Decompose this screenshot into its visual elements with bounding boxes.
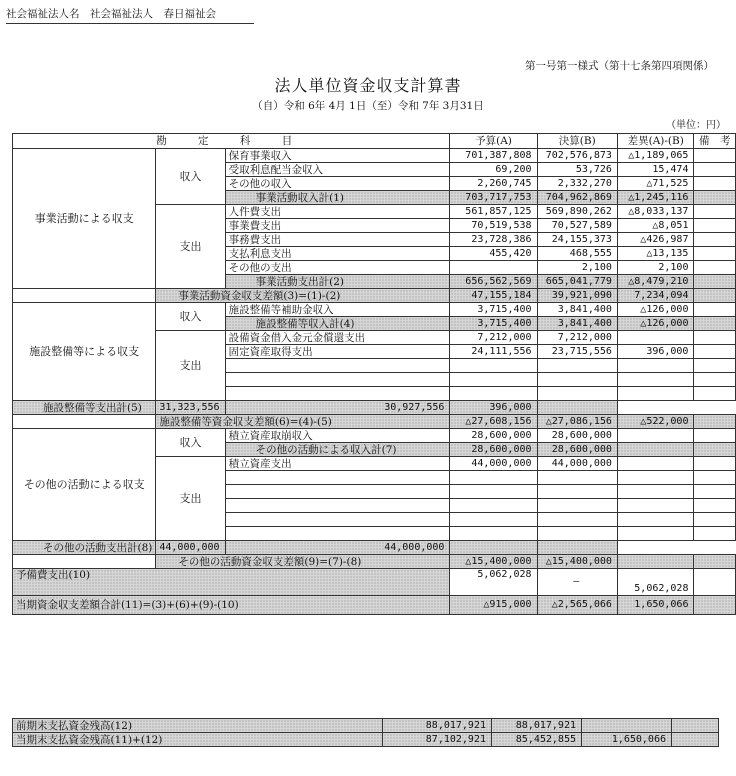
- income-label: 収入: [156, 303, 225, 331]
- diff-cell: △522,000: [617, 415, 694, 429]
- actual-cell: 7,212,000: [537, 331, 617, 345]
- remarks-cell: [694, 233, 736, 247]
- row-label: 当期資金収支差額合計(11)=(3)+(6)+(9)-(10): [13, 596, 450, 615]
- budget-cell: 88,017,921: [383, 719, 492, 733]
- actual-cell: ―: [537, 569, 617, 596]
- diff-cell: 15,474: [617, 163, 694, 177]
- balance-row: [13, 719, 719, 733]
- diff-cell: [617, 429, 694, 443]
- actual-cell: 24,155,373: [537, 233, 617, 247]
- diff-cell: 5,062,028: [617, 569, 694, 596]
- blank-cell: [225, 387, 450, 401]
- row-label: 施設整備等収入計(4): [225, 317, 450, 331]
- row-label: 予備費支出(10): [13, 569, 450, 596]
- remarks-cell: [694, 289, 736, 303]
- section-operating: 事業活動による収支: [13, 149, 156, 289]
- remarks-cell: [694, 345, 736, 359]
- corporation-name: 社会福祉法人名 社会福祉法人 春日福祉会: [6, 6, 254, 24]
- blank-cell: [617, 485, 694, 499]
- blank-cell: [537, 387, 617, 401]
- remarks-cell: [694, 247, 736, 261]
- budget-cell: 44,000,000: [450, 457, 537, 471]
- diff-cell: 396,000: [617, 345, 694, 359]
- table-row: [13, 401, 736, 415]
- diff-cell: △1,245,116: [617, 191, 694, 205]
- blank-cell: [450, 499, 537, 513]
- actual-cell: 2,100: [537, 261, 617, 275]
- balance-label: 前期末支払資金残高(12): [13, 719, 383, 733]
- blank-cell: [537, 499, 617, 513]
- blank-cell: [537, 513, 617, 527]
- blank-cell: [225, 499, 450, 513]
- budget-cell: 3,715,400: [450, 317, 537, 331]
- blank-cell: [450, 359, 537, 373]
- actual-cell: 30,927,556: [225, 401, 450, 415]
- actual-cell: 3,841,400: [537, 317, 617, 331]
- blank-cell: [694, 513, 736, 527]
- blank-cell: [694, 387, 736, 401]
- diff-cell: [617, 555, 694, 569]
- row-label: その他の支出: [225, 261, 450, 275]
- budget-cell: 703,717,753: [450, 191, 537, 205]
- remarks-cell: [694, 275, 736, 289]
- row-label: 事業活動収入計(1): [225, 191, 450, 205]
- blank-cell: [694, 499, 736, 513]
- blank-cell: [694, 485, 736, 499]
- balance-row: [13, 733, 719, 747]
- actual-cell: △2,565,066: [537, 596, 617, 615]
- section-end: [13, 289, 156, 303]
- column-diff: 差異(A)-(B): [617, 134, 694, 149]
- actual-cell: △15,400,000: [537, 555, 617, 569]
- balance-table: [12, 718, 719, 747]
- diff-cell: 396,000: [450, 401, 537, 415]
- blank-cell: [537, 471, 617, 485]
- balance-label: 当期末支払資金残高(11)+(12): [13, 733, 383, 747]
- blank-cell: [694, 373, 736, 387]
- row-label: その他の活動資金収支差額(9)=(7)-(8): [156, 555, 450, 569]
- blank-cell: [617, 387, 694, 401]
- page-title: 法人単位資金収支計算書: [274, 76, 462, 95]
- actual-cell: 665,041,779: [537, 275, 617, 289]
- table-row: [13, 541, 736, 555]
- row-label: 保育事業収入: [225, 149, 450, 163]
- diff-cell: △8,479,210: [617, 275, 694, 289]
- remarks-cell: [694, 177, 736, 191]
- expense-label: 支出: [156, 331, 225, 401]
- blank-cell: [225, 373, 450, 387]
- blank-cell: [450, 485, 537, 499]
- remarks-cell: [694, 317, 736, 331]
- blank-cell: [617, 359, 694, 373]
- column-actual: 決算(B): [537, 134, 617, 149]
- blank-cell: [617, 499, 694, 513]
- remarks-cell: [694, 219, 736, 233]
- budget-cell: 69,200: [450, 163, 537, 177]
- blank-cell: [694, 471, 736, 485]
- row-label: その他の収入: [225, 177, 450, 191]
- table-row: [13, 303, 736, 317]
- diff-cell: △426,987: [617, 233, 694, 247]
- actual-cell: △27,086,156: [537, 415, 617, 429]
- blank-cell: [450, 513, 537, 527]
- blank-cell: [694, 359, 736, 373]
- remarks-cell: [694, 555, 736, 569]
- cash-flow-table: [12, 133, 736, 615]
- diff-cell: [617, 331, 694, 345]
- income-label: 収入: [156, 429, 225, 457]
- actual-cell: 2,332,270: [537, 177, 617, 191]
- row-label: 支払利息支出: [225, 247, 450, 261]
- budget-cell: △27,608,156: [450, 415, 537, 429]
- budget-cell: 701,387,808: [450, 149, 537, 163]
- actual-cell: 28,600,000: [537, 443, 617, 457]
- table-row: [13, 149, 736, 163]
- remarks-cell: [694, 457, 736, 471]
- row-label: 人件費支出: [225, 205, 450, 219]
- diff-cell: △71,525: [617, 177, 694, 191]
- diff-cell: △126,000: [617, 317, 694, 331]
- diff-cell: 7,234,094: [617, 289, 694, 303]
- fiscal-period: （自）令和 6年 4月 1日（至）令和 7年 3月31日: [252, 100, 484, 112]
- budget-cell: 5,062,028: [450, 569, 537, 596]
- budget-cell: 28,600,000: [450, 443, 537, 457]
- budget-cell: 31,323,556: [156, 401, 225, 415]
- actual-cell: 39,921,090: [537, 289, 617, 303]
- diff-cell: [617, 457, 694, 471]
- column-budget: 予算(A): [450, 134, 537, 149]
- diff-cell: [617, 443, 694, 457]
- row-label: 施設整備等支出計(5): [13, 401, 156, 415]
- expense-label: 支出: [156, 205, 225, 289]
- actual-cell: 3,841,400: [537, 303, 617, 317]
- budget-cell: 561,857,125: [450, 205, 537, 219]
- remarks-cell: [694, 569, 736, 596]
- actual-cell: 44,000,000: [225, 541, 450, 555]
- form-number: 第一号第一様式（第十七条第四項関係）: [525, 60, 714, 72]
- budget-cell: 44,000,000: [156, 541, 225, 555]
- blank-cell: [617, 513, 694, 527]
- blank-cell: [450, 373, 537, 387]
- row-label: 事務費支出: [225, 233, 450, 247]
- actual-cell: 569,890,262: [537, 205, 617, 219]
- blank-cell: [225, 471, 450, 485]
- blank-cell: [537, 527, 617, 541]
- unit-label: （単位：円）: [666, 120, 726, 131]
- budget-cell: 70,519,538: [450, 219, 537, 233]
- blank-cell: [537, 485, 617, 499]
- row-label: 事業活動支出計(2): [225, 275, 450, 289]
- actual-cell: 44,000,000: [537, 457, 617, 471]
- remarks-cell: [537, 541, 617, 555]
- remarks-cell: [694, 205, 736, 219]
- blank-cell: [225, 359, 450, 373]
- remarks-cell: [694, 331, 736, 345]
- blank-cell: [617, 527, 694, 541]
- section-end: [13, 555, 156, 569]
- diff-cell: [450, 541, 537, 555]
- remarks-cell: [694, 261, 736, 275]
- table-row: [13, 415, 736, 429]
- diff-cell: △1,189,065: [617, 149, 694, 163]
- budget-cell: 3,715,400: [450, 303, 537, 317]
- row-label: その他の活動支出計(8): [13, 541, 156, 555]
- blank-cell: [617, 373, 694, 387]
- table-row: [13, 429, 736, 443]
- blank-cell: [450, 471, 537, 485]
- remarks-cell: [694, 191, 736, 205]
- diff-cell: △13,135: [617, 247, 694, 261]
- diff-cell: 1,650,066: [617, 596, 694, 615]
- row-label: 受取利息配当金収入: [225, 163, 450, 177]
- expense-label: 支出: [156, 457, 225, 541]
- diff-cell: △8,051: [617, 219, 694, 233]
- remarks-cell: [694, 303, 736, 317]
- blank-cell: [225, 513, 450, 527]
- row-label: 積立資産取崩収入: [225, 429, 450, 443]
- actual-cell: 70,527,589: [537, 219, 617, 233]
- budget-cell: △15,400,000: [450, 555, 537, 569]
- remarks-cell: [694, 443, 736, 457]
- table-row: [13, 555, 736, 569]
- row-label: 事業費支出: [225, 219, 450, 233]
- diff-cell: △126,000: [617, 303, 694, 317]
- budget-cell: 23,728,386: [450, 233, 537, 247]
- budget-cell: △915,000: [450, 596, 537, 615]
- row-label: 事業活動資金収支差額(3)=(1)-(2): [156, 289, 450, 303]
- remarks-cell: [672, 733, 719, 747]
- row-label: 施設整備等補助金収入: [225, 303, 450, 317]
- remarks-cell: [537, 401, 617, 415]
- blank-cell: [537, 373, 617, 387]
- remarks-cell: [672, 719, 719, 733]
- remarks-cell: [694, 596, 736, 615]
- budget-cell: 47,155,184: [450, 289, 537, 303]
- actual-cell: 702,576,873: [537, 149, 617, 163]
- actual-cell: 468,555: [537, 247, 617, 261]
- column-remarks: 備 考: [694, 134, 736, 149]
- budget-cell: 7,212,000: [450, 331, 537, 345]
- blank-cell: [617, 471, 694, 485]
- row-label: その他の活動による収入計(7): [225, 443, 450, 457]
- budget-cell: 24,111,556: [450, 345, 537, 359]
- blank-cell: [537, 359, 617, 373]
- section-other: その他の活動による収支: [13, 429, 156, 541]
- actual-cell: 23,715,556: [537, 345, 617, 359]
- budget-cell: 28,600,000: [450, 429, 537, 443]
- diff-cell: [582, 719, 672, 733]
- budget-cell: 87,102,921: [383, 733, 492, 747]
- section-facility: 施設整備等による収支: [13, 303, 156, 401]
- income-label: 収入: [156, 149, 225, 205]
- actual-cell: 88,017,921: [492, 719, 582, 733]
- budget-cell: 455,420: [450, 247, 537, 261]
- remarks-cell: [694, 429, 736, 443]
- remarks-cell: [694, 415, 736, 429]
- diff-cell: △8,033,137: [617, 205, 694, 219]
- row-label: 積立資産支出: [225, 457, 450, 471]
- actual-cell: 704,962,869: [537, 191, 617, 205]
- budget-cell: [450, 261, 537, 275]
- remarks-cell: [694, 149, 736, 163]
- diff-cell: 1,650,066: [582, 733, 672, 747]
- section-end: [13, 415, 156, 429]
- blank-cell: [694, 527, 736, 541]
- remarks-cell: [694, 163, 736, 177]
- column-subject: 勘 定 科 目: [13, 134, 450, 149]
- budget-cell: 656,562,569: [450, 275, 537, 289]
- actual-cell: 53,726: [537, 163, 617, 177]
- blank-cell: [450, 387, 537, 401]
- blank-cell: [225, 485, 450, 499]
- table-row: [13, 289, 736, 303]
- row-label: 施設整備等資金収支差額(6)=(4)-(5): [156, 415, 450, 429]
- actual-cell: 85,452,855: [492, 733, 582, 747]
- row-label: 固定資産取得支出: [225, 345, 450, 359]
- blank-cell: [450, 527, 537, 541]
- blank-cell: [225, 527, 450, 541]
- actual-cell: 28,600,000: [537, 429, 617, 443]
- diff-cell: 2,100: [617, 261, 694, 275]
- budget-cell: 2,260,745: [450, 177, 537, 191]
- row-label: 設備資金借入金元金償還支出: [225, 331, 450, 345]
